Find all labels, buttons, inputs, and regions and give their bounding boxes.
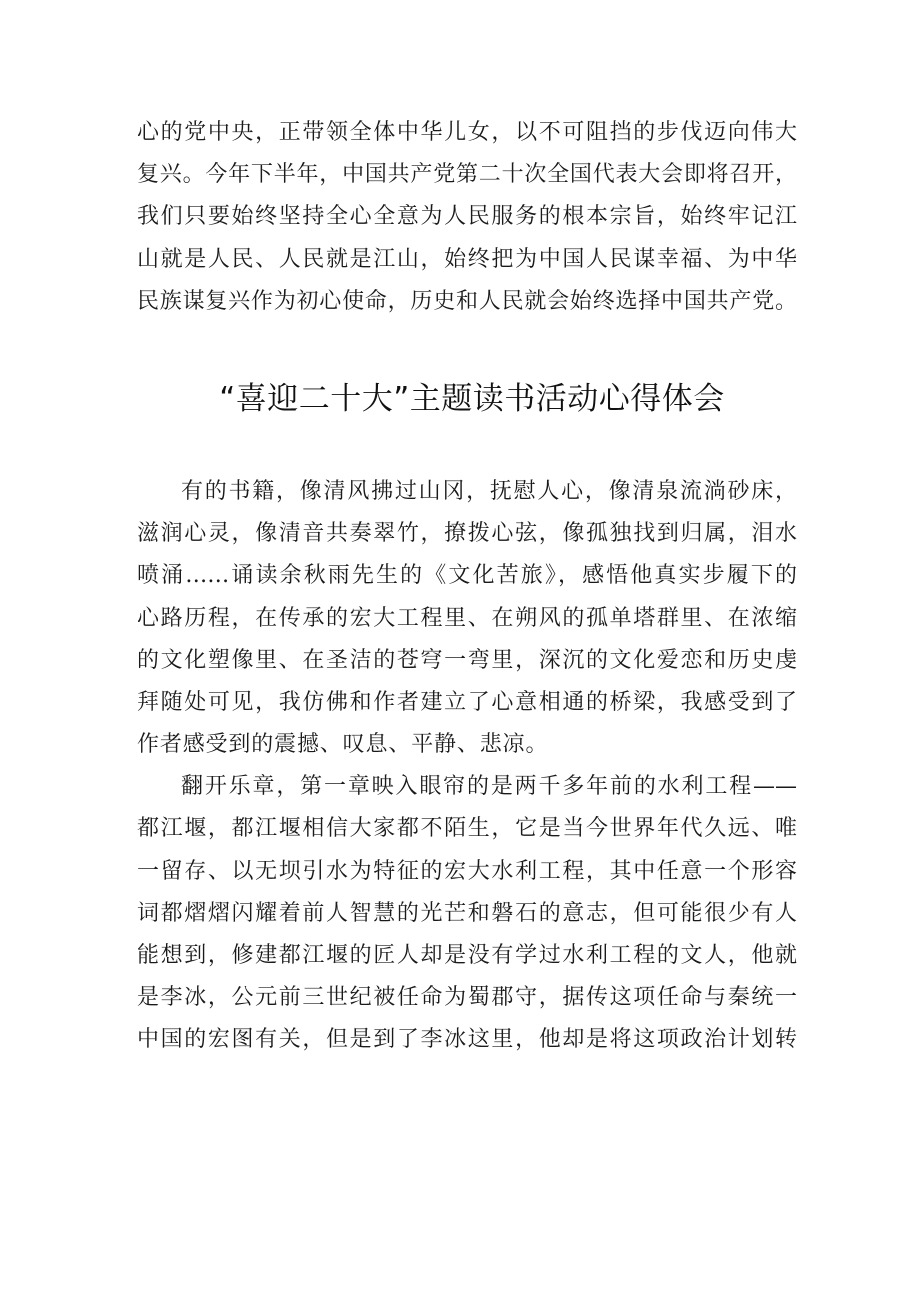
text-line: 我们只要始终坚持全心全意为人民服务的根本宗旨，始终牢记江 [137,204,797,230]
text-line: 一留存、以无坝引水为特征的宏大水利工程，其中任意一个形容 [137,858,797,884]
intro-paragraph [137,112,797,323]
text-line: 能想到，修建都江堰的匠人却是没有学过水利工程的文人，他就 [137,943,797,968]
body-paragraph-1 [137,471,797,766]
text-line: 中国的宏图有关，但是到了李冰这里，他却是将这项政治计划转 [137,1027,797,1053]
text-line: 拜随处可见，我仿佛和作者建立了心意相通的桥梁，我感受到了 [137,689,797,715]
body-paragraph-2 [137,766,797,1061]
text-line: 复兴。今年下半年，中国共产党第二十次全国代表大会即将召开， [137,162,797,188]
text-line: 有的书籍，像清风拂过山冈，抚慰人心，像清泉流淌砂床， [181,478,797,504]
article-title: “喜迎二十大”主题读书活动心得体会 [219,380,725,417]
text-line: 山就是人民、人民就是江山，始终把为中国人民谋幸福、为中华 [137,246,797,272]
text-line: 民族谋复兴作为初心使命，历史和人民就会始终选择中国共产党。 [137,288,797,314]
text-line: 都江堰，都江堰相信大家都不陌生，它是当今世界年代久远、唯 [137,816,797,842]
text-line: 翻开乐章，第一章映入眼帘的是两千多年前的水利工程—— [181,774,797,800]
text-line: 喷涌……诵读余秋雨先生的《文化苦旅》，感悟他真实步履下的 [137,563,797,589]
text-line: 心路历程，在传承的宏大工程里、在朔风的孤单塔群里、在浓缩 [137,605,797,631]
text-line: 心的党中央，正带领全体中华儿女，以不可阻挡的步伐迈向伟大 [137,120,797,145]
text-line: 作者感受到的震撼、叹息、平静、悲凉。 [137,732,549,758]
text-line: 词都熠熠闪耀着前人智慧的光芒和磐石的意志，但可能很少有人 [137,900,797,926]
text-line: 是李冰，公元前三世纪被任命为蜀郡守，据传这项任命与秦统一 [137,985,797,1011]
document-page [137,112,797,1062]
text-line: 滋润心灵，像清音共奏翠竹，撩拨心弦，像孤独找到归属，泪水 [137,521,797,547]
text-line: 的文化塑像里、在圣洁的苍穹一弯里，深沉的文化爱恋和历史虔 [137,647,797,673]
